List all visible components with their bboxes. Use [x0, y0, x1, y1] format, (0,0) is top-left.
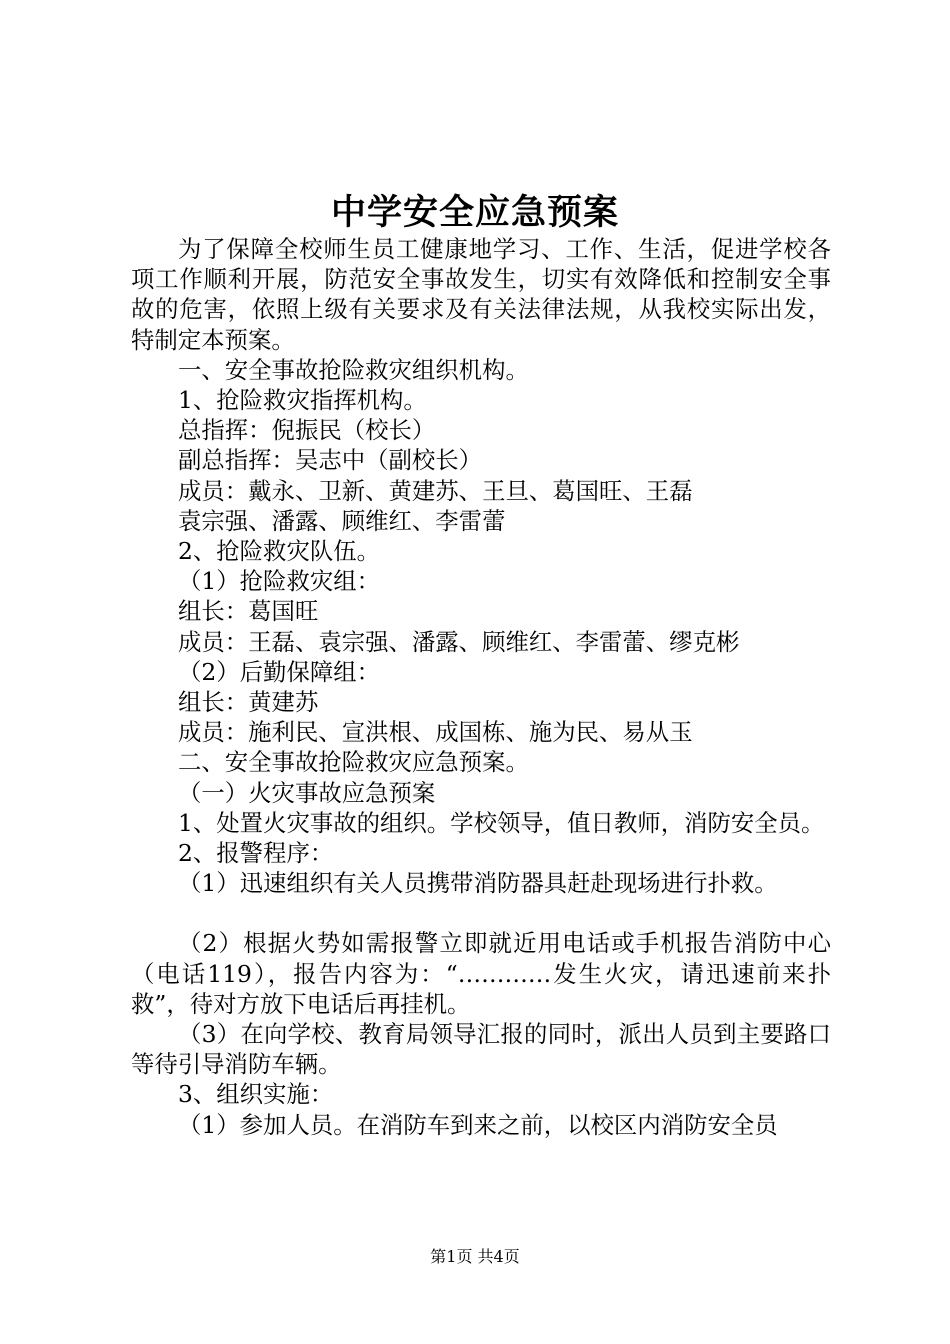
members-line: 成员：戴永、卫新、黄建苏、王旦、葛国旺、王磊 — [178, 476, 693, 505]
members-line-cont: 袁宗强、潘露、顾维红、李雷蕾 — [178, 506, 506, 535]
logistics-group-heading: （2）后勤保障组： — [178, 657, 381, 686]
implementation-heading: 3、组织实施： — [178, 1080, 334, 1109]
logistics-group-members: 成员：施利民、宣洪根、成国栋、施为民、易从玉 — [178, 718, 693, 747]
fire-organization: 1、处置火灾事故的组织。学校领导，值日教师，消防安全员。 — [178, 808, 825, 837]
subsection-team: 2、抢险救灾队伍。 — [178, 537, 381, 566]
logistics-group-leader: 组长：黄建苏 — [178, 688, 319, 717]
page-footer: 第1页 共4页 — [430, 1247, 520, 1266]
blank-line — [131, 898, 831, 928]
commander-line: 总指挥：倪振民（校长） — [178, 416, 436, 445]
document-title: 中学安全应急预案 — [330, 192, 619, 233]
fire-plan-heading: （一）火灾事故应急预案 — [178, 778, 436, 807]
section-heading-1: 一、安全事故抢险救灾组织机构。 — [178, 355, 529, 384]
rescue-group-heading: （1）抢险救灾组： — [178, 567, 381, 596]
rescue-group-members: 成员：王磊、袁宗强、潘露、顾维红、李雷蕾、缪克彬 — [178, 627, 740, 656]
alarm-procedure-heading: 2、报警程序： — [178, 839, 334, 868]
deputy-commander-line: 副总指挥：吴志中（副校长） — [178, 446, 483, 475]
alarm-step-2: （2）根据火势如需报警立即就近用电话或手机报告消防中心（电话119），报告内容为：“…………发生火灾，请迅速前来扑救”，待对方放下电话后再挂机。 — [131, 929, 831, 1018]
subsection-command: 1、抢险救灾指挥机构。 — [178, 386, 427, 415]
implementation-step-1: （1）参加人员。在消防车到来之前，以校区内消防安全员 — [178, 1110, 778, 1139]
paragraph-intro: 为了保障全校师生员工健康地学习、工作、生活，促进学校各项工作顺利开展，防范安全事故发生，切实有效降低和控制安全事故的危害，依照上级有关要求及有关法律法规，从我校实际出发，特制定本预案。 — [131, 235, 831, 354]
document-body — [131, 234, 831, 1140]
section-heading-2: 二、安全事故抢险救灾应急预案。 — [178, 748, 529, 777]
alarm-step-3: （3）在向学校、教育局领导汇报的同时，派出人员到主要路口等待引导消防车辆。 — [131, 1020, 831, 1079]
alarm-step-1: （1）迅速组织有关人员携带消防器具赶赴现场进行扑救。 — [178, 869, 778, 898]
rescue-group-leader: 组长：葛国旺 — [178, 597, 319, 626]
